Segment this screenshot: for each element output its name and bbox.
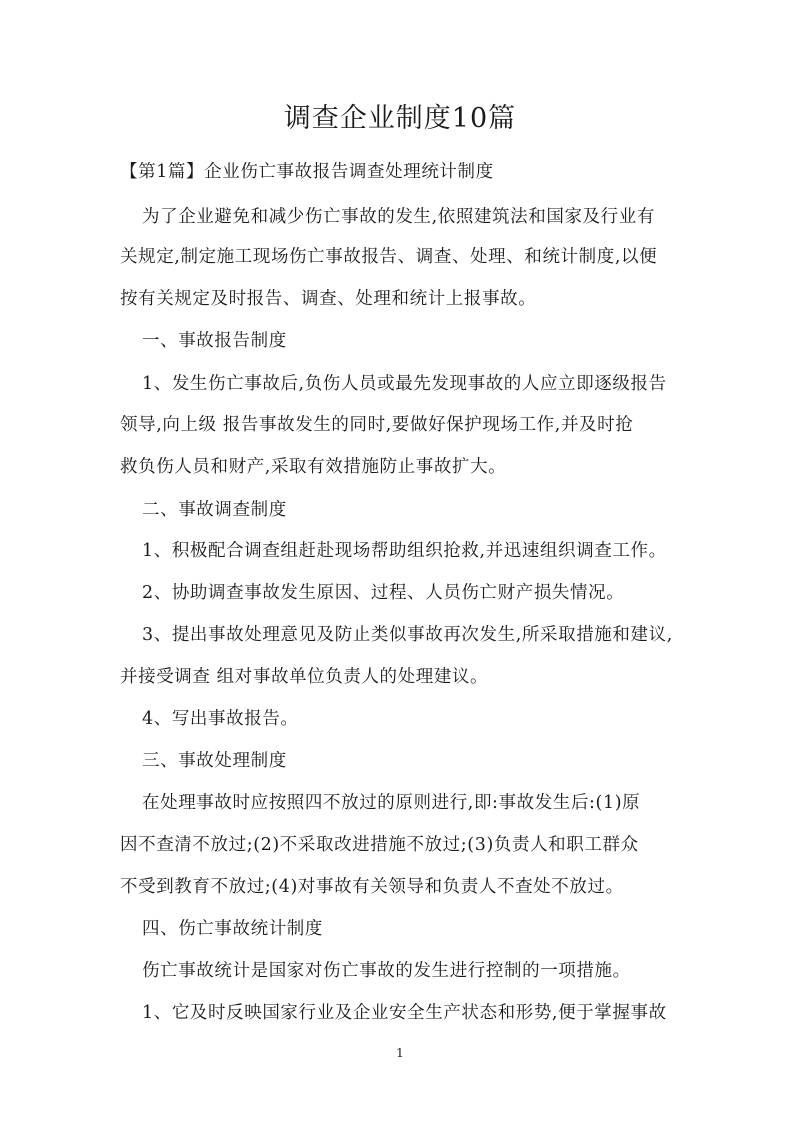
subsection-heading: 三、事故处理制度: [142, 751, 287, 771]
section-heading-1: 【第1篇】企业伤亡事故报告调查处理统计制度: [120, 162, 494, 182]
subsection-heading: 四、伤亡事故统计制度: [142, 919, 323, 939]
paragraph-line: 1、积极配合调查组赶赴现场帮助组织抢救,并迅速组织调查工作。: [142, 541, 667, 561]
paragraph-line: 4、写出事故报告。: [142, 709, 299, 729]
paragraph-line: 2、协助调查事故发生原因、过程、人员伤亡财产损失情况。: [142, 583, 625, 603]
paragraph-line: 伤亡事故统计是国家对伤亡事故的发生进行控制的一项措施。: [142, 961, 631, 981]
paragraph-line: 关规定,制定施工现场伤亡事故报告、调查、处理、和统计制度,以便: [120, 247, 658, 267]
paragraph-line: 1、发生伤亡事故后,负伤人员或最先发现事故的人应立即逐级报告: [142, 374, 667, 394]
page-number: 1: [396, 1046, 404, 1060]
paragraph-line: 在处理事故时应按照四不放过的原则进行,即:事故发生后:(1)原: [142, 793, 641, 813]
subsection-heading: 二、事故调查制度: [142, 500, 287, 520]
paragraph-line: 领导,向上级 报告事故发生的同时,要做好保护现场工作,并及时抢: [120, 415, 634, 435]
document-title: 调查企业制度10篇: [283, 103, 517, 134]
paragraph-line: 3、提出事故处理意见及防止类似事故再次发生,所采取措施和建议,: [142, 625, 673, 645]
paragraph-line: 不受到教育不放过;(4)对事故有关领导和负责人不查处不放过。: [120, 877, 624, 897]
paragraph-line: 并接受调查 组对事故单位负责人的处理建议。: [120, 667, 489, 687]
paragraph-line: 因不查清不放过;(2)不采取改进措施不放过;(3)负责人和职工群众: [120, 835, 639, 855]
subsection-heading: 一、事故报告制度: [142, 331, 287, 351]
paragraph-line: 按有关规定及时报告、调查、处理和统计上报事故。: [120, 289, 537, 309]
paragraph-line: 为了企业避免和减少伤亡事故的发生,依照建筑法和国家及行业有: [142, 207, 655, 227]
paragraph-line: 1、它及时反映国家行业及企业安全生产状态和形势,便于掌握事故: [142, 1003, 667, 1023]
paragraph-line: 救负伤人员和财产,采取有效措施防止事故扩大。: [120, 457, 507, 477]
